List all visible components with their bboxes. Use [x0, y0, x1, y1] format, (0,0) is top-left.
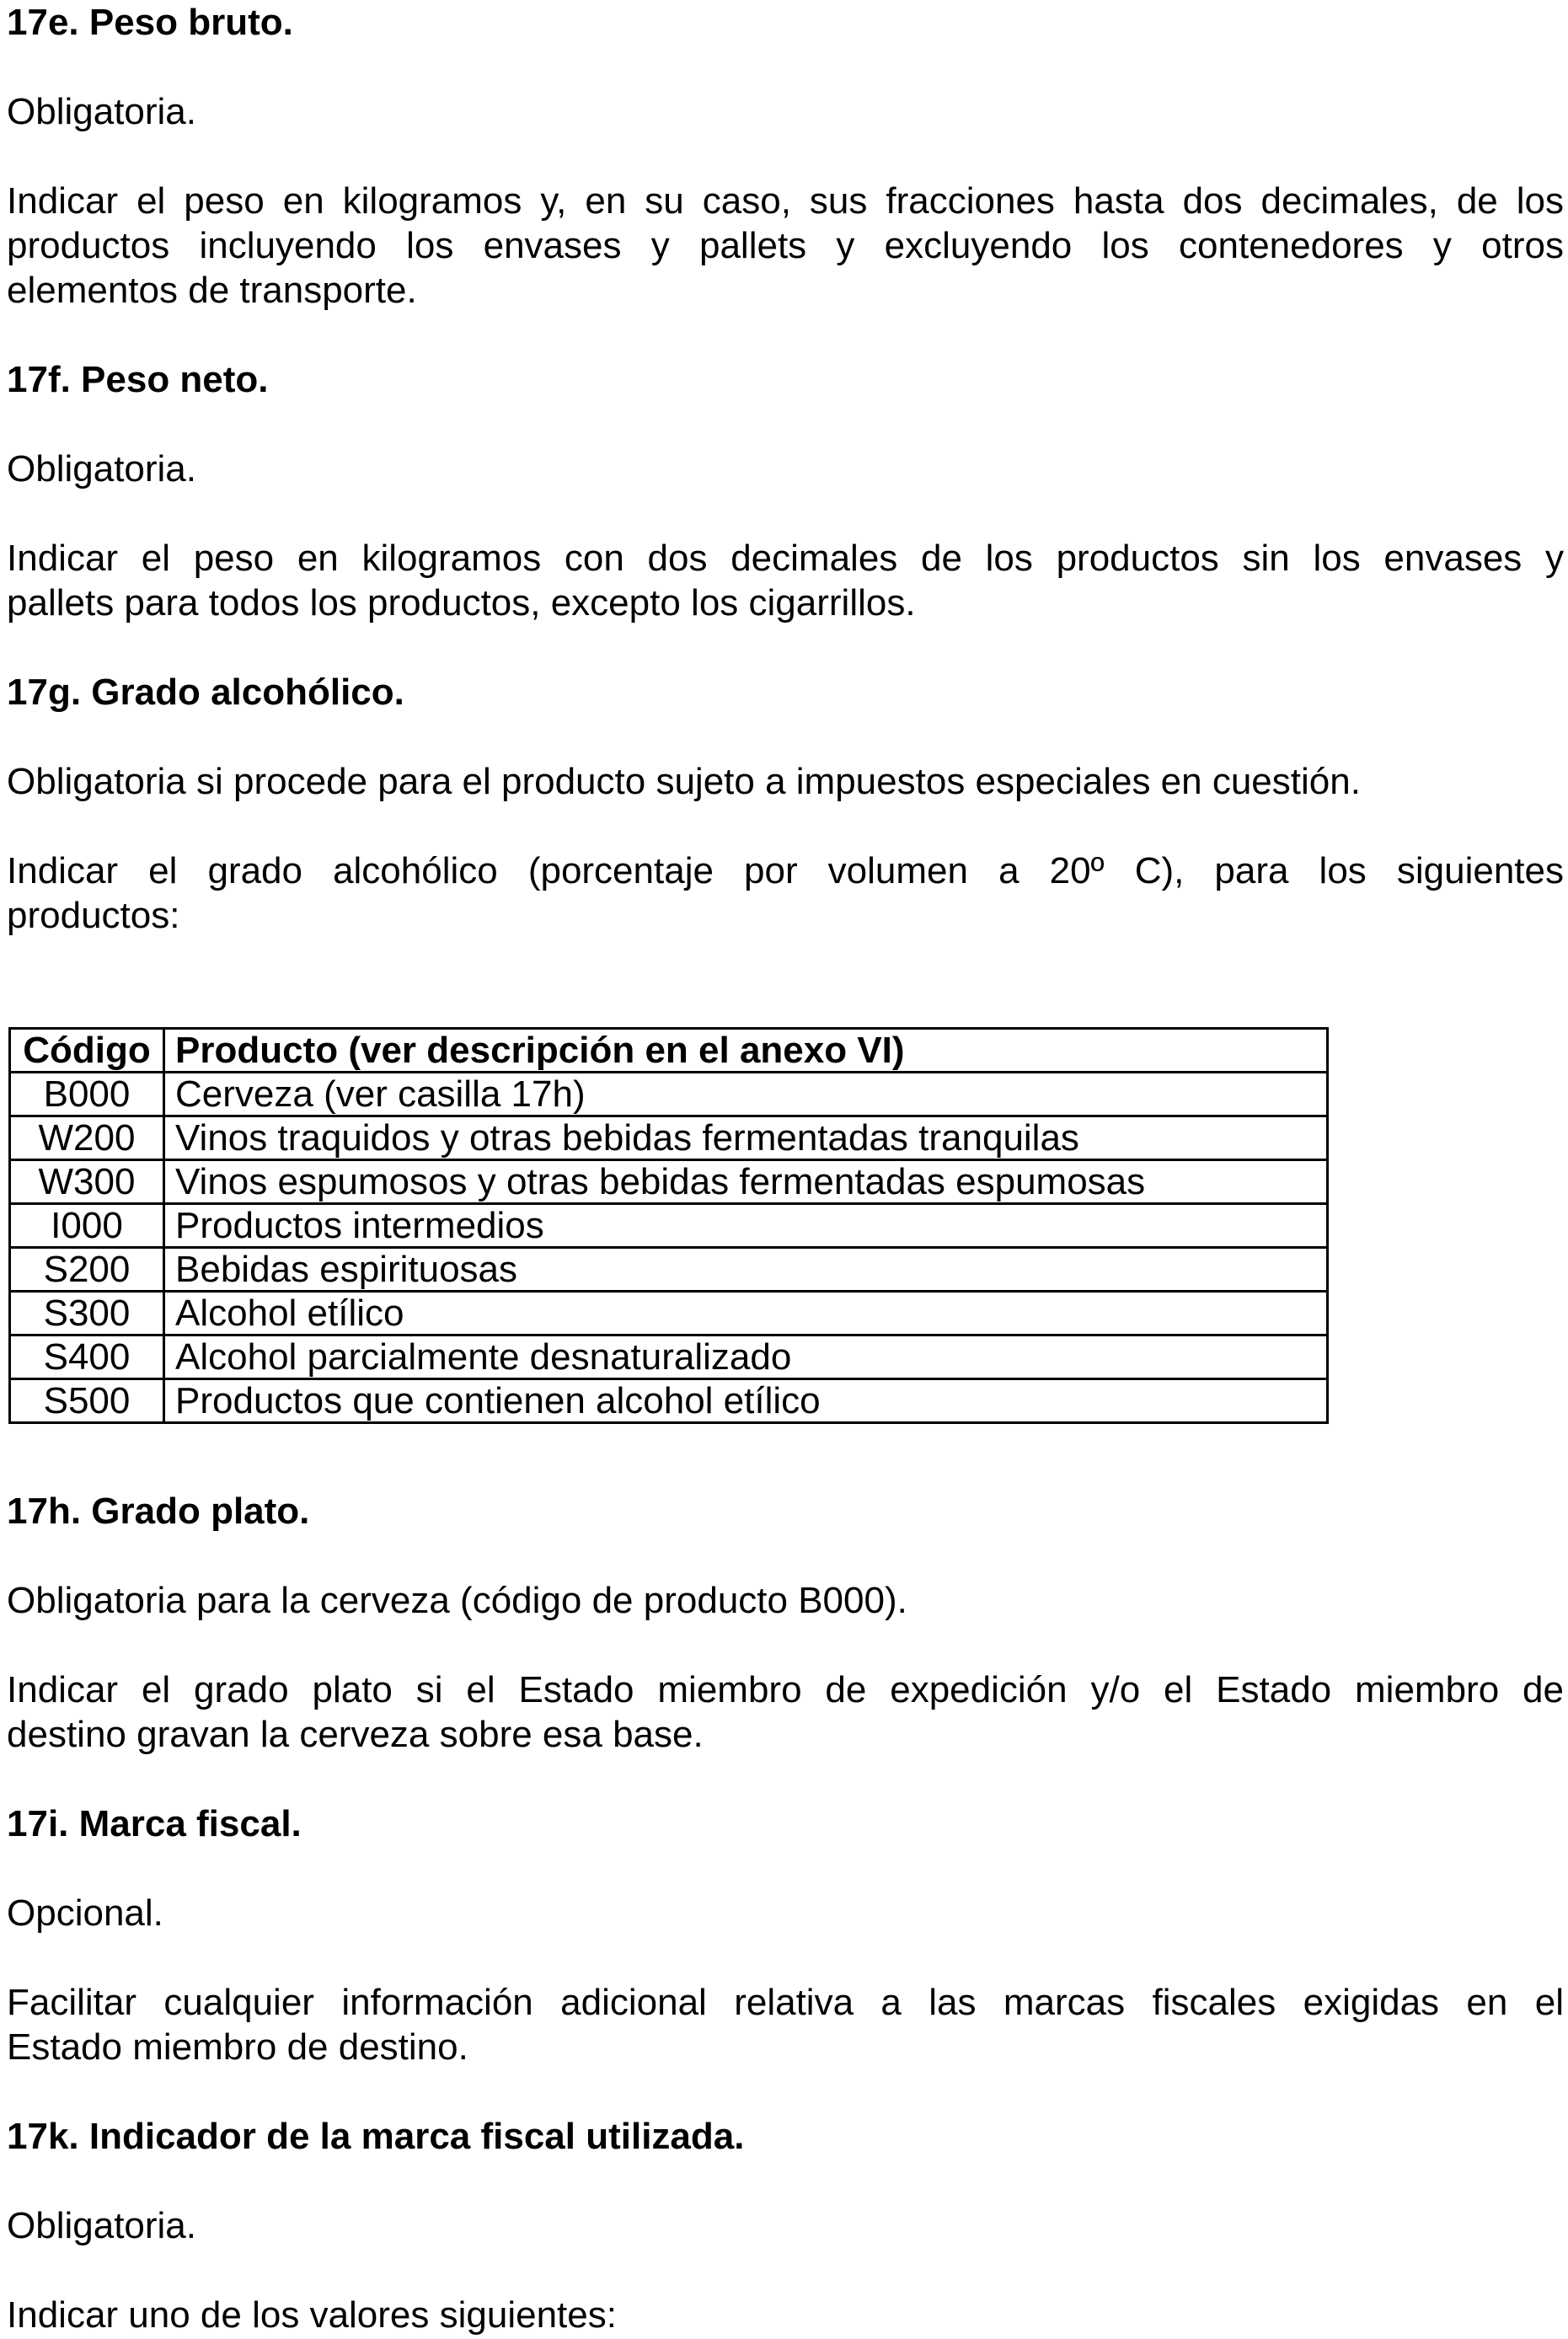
section-17g-title: 17g. Grado alcohólico. — [7, 672, 404, 713]
section-17h-title: 17h. Grado plato. — [7, 1491, 310, 1532]
cell-product: Productos que contienen alcohol etílico — [164, 1379, 1328, 1423]
section-17e-text-line-2: productos incluyendo los envases y pallets y excluyendo los contenedores y otros — [7, 225, 1564, 266]
section-17i-text-line-1: Facilitar cualquier información adicional relativa a las marcas fiscales exigidas en el — [7, 1982, 1564, 2023]
cell-code: I000 — [10, 1204, 164, 1248]
table-row — [10, 1204, 1328, 1248]
section-17h-status: Obligatoria para la cerveza (código de producto B000). — [7, 1580, 907, 1621]
section-17f-title: 17f. Peso neto. — [7, 359, 269, 400]
section-17h-text-line-1: Indicar el grado plato si el Estado miembro de expedición y/o el Estado miembro de — [7, 1669, 1564, 1710]
cell-product: Vinos espumosos y otras bebidas fermentadas espumosas — [164, 1160, 1328, 1204]
cell-product: Vinos traquidos y otras bebidas fermentadas tranquilas — [164, 1116, 1328, 1160]
table-header-row — [10, 1029, 1328, 1073]
cell-product: Productos intermedios — [164, 1204, 1328, 1248]
section-17g-text-line-1: Indicar el grado alcohólico (porcentaje por volumen a 20º C), para los siguientes — [7, 850, 1564, 891]
section-17f-text-line-1: Indicar el peso en kilogramos con dos decimales de los productos sin los envases y — [7, 538, 1564, 579]
cell-code: S300 — [10, 1292, 164, 1335]
section-17k-title: 17k. Indicador de la marca fiscal utilizada. — [7, 2116, 745, 2157]
cell-product: Alcohol parcialmente desnaturalizado — [164, 1335, 1328, 1379]
column-header-product: Producto (ver descripción en el anexo VI) — [164, 1029, 1328, 1073]
section-17e-text-line-1: Indicar el peso en kilogramos y, en su caso, sus fracciones hasta dos decimales, de los — [7, 180, 1564, 222]
section-17f-text-line-2: pallets para todos los productos, excepto los cigarrillos. — [7, 582, 916, 624]
section-17i-title: 17i. Marca fiscal. — [7, 1803, 302, 1844]
section-17g-status: Obligatoria si procede para el producto sujeto a impuestos especiales en cuestión. — [7, 761, 1361, 802]
section-17k-text-line-1: Indicar uno de los valores siguientes: — [7, 2294, 617, 2336]
cell-code: B000 — [10, 1073, 164, 1116]
table-row — [10, 1248, 1328, 1292]
section-17i-status: Opcional. — [7, 1892, 163, 1934]
section-17k-status: Obligatoria. — [7, 2205, 197, 2246]
table-row — [10, 1073, 1328, 1116]
table-row — [10, 1335, 1328, 1379]
cell-code: W300 — [10, 1160, 164, 1204]
cell-code: W200 — [10, 1116, 164, 1160]
section-17e-status: Obligatoria. — [7, 91, 197, 132]
section-17g-text-line-2: productos: — [7, 895, 180, 936]
cell-code: S500 — [10, 1379, 164, 1423]
table-row — [10, 1116, 1328, 1160]
section-17h-text-line-2: destino gravan la cerveza sobre esa base. — [7, 1714, 704, 1755]
section-17e-title: 17e. Peso bruto. — [7, 2, 293, 43]
table-row — [10, 1292, 1328, 1335]
cell-product: Cerveza (ver casilla 17h) — [164, 1073, 1328, 1116]
cell-code: S200 — [10, 1248, 164, 1292]
section-17e-text-line-3: elementos de transporte. — [7, 270, 417, 311]
section-17i-text-line-2: Estado miembro de destino. — [7, 2026, 468, 2068]
column-header-code: Código — [10, 1029, 164, 1073]
table-row — [10, 1379, 1328, 1423]
table-row — [10, 1160, 1328, 1204]
product-code-table — [8, 1027, 1329, 1424]
cell-product: Alcohol etílico — [164, 1292, 1328, 1335]
cell-code: S400 — [10, 1335, 164, 1379]
section-17f-status: Obligatoria. — [7, 448, 197, 490]
cell-product: Bebidas espirituosas — [164, 1248, 1328, 1292]
